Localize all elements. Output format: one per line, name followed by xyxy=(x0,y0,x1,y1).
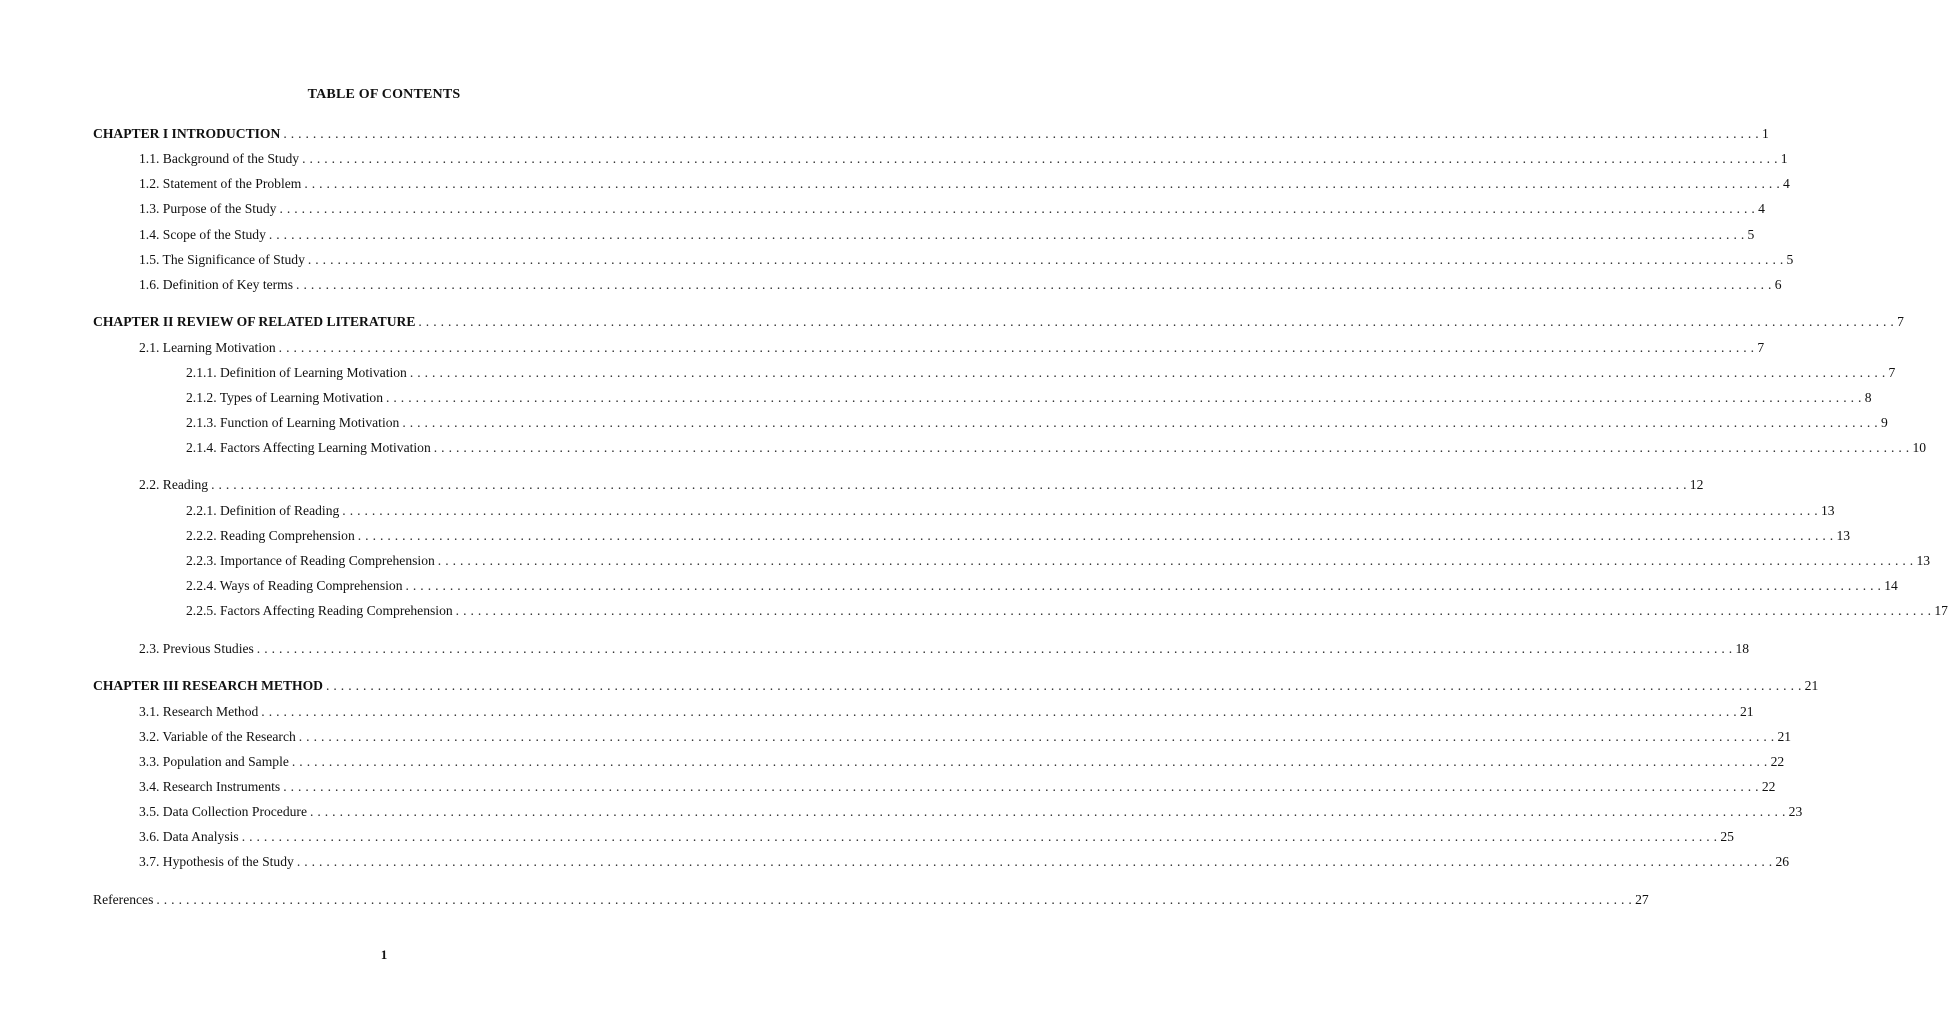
dot-leader: . . . . . . . . . . . . . . . . . . . . . . . . . . . . . . . . . . . . . . . . . . . . . . . . . . . . . . . . . . . . . . . . . . . . . . . . . . . . . . . . . . . . . . . . . . . . . . . . . . . . . . . . . . . . . . . . . . . . . . . . . . . . . . . . . . . . . . . . . . . . . . . . . . . . . . . . . . . . . . . . . . . . . . . . . . . . . . . . . . . . . . . . . . . . . . . . . . . . . . . . xyxy=(309,804,1786,819)
toc-entry-label: 1.3. Purpose of the Study xyxy=(139,201,277,216)
toc-entry xyxy=(186,502,1835,520)
toc-entry xyxy=(186,439,1927,457)
toc-entry-page-number: 21 xyxy=(1804,678,1819,693)
toc-entry xyxy=(139,476,1704,494)
toc-entry-page-number: 26 xyxy=(1775,854,1790,869)
toc-entry-label: 2.1.2. Types of Learning Motivation xyxy=(186,390,384,405)
toc-entry-page-number: 21 xyxy=(1739,704,1754,719)
toc-entry-page-number: 7 xyxy=(1897,314,1904,329)
dot-leader: . . . . . . . . . . . . . . . . . . . . . . . . . . . . . . . . . . . . . . . . . . . . . . . . . . . . . . . . . . . . . . . . . . . . . . . . . . . . . . . . . . . . . . . . . . . . . . . . . . . . . . . . . . . . . . . . . . . . . . . . . . . . . . . . . . . . . . . . . . . . . . . . . . . . . . . . . . . . . . . . . . . . . . . . . . . . . . . . . . . . . . . . . . . . . . . . . . . . . . . . xyxy=(283,779,1759,794)
toc-entry-label: 2.1. Learning Motivation xyxy=(139,340,276,355)
toc-entry-label: 3.4. Research Instruments xyxy=(139,779,281,794)
dot-leader: . . . . . . . . . . . . . . . . . . . . . . . . . . . . . . . . . . . . . . . . . . . . . . . . . . . . . . . . . . . . . . . . . . . . . . . . . . . . . . . . . . . . . . . . . . . . . . . . . . . . . . . . . . . . . . . . . . . . . . . . . . . . . . . . . . . . . . . . . . . . . . . . . . . . . . . . . . . . . . . . . . . . . . . . . . . . . . . . . . . . . . . . . . . . . . . . . . . . . . . . xyxy=(402,415,1878,430)
toc-entry-page-number: 13 xyxy=(1820,503,1835,518)
toc-references-entry xyxy=(93,891,1649,909)
toc-entry xyxy=(139,226,1755,244)
toc-entry-label: 2.1.4. Factors Affecting Learning Motivation xyxy=(186,440,431,455)
toc-entry xyxy=(139,728,1792,746)
toc-entry-label: 1.4. Scope of the Study xyxy=(139,227,266,242)
dot-leader: . . . . . . . . . . . . . . . . . . . . . . . . . . . . . . . . . . . . . . . . . . . . . . . . . . . . . . . . . . . . . . . . . . . . . . . . . . . . . . . . . . . . . . . . . . . . . . . . . . . . . . . . . . . . . . . . . . . . . . . . . . . . . . . . . . . . . . . . . . . . . . . . . . . . . . . . . . . . . . . . . . . . . . . . . . . . . . . . . . . . . . . . . . . . . . . . . . . . . . . . xyxy=(433,440,1910,455)
toc-entry-label: 2.2.1. Definition of Reading xyxy=(186,503,340,518)
toc-entry-label: 2.2.2. Reading Comprehension xyxy=(186,528,355,543)
dot-leader: . . . . . . . . . . . . . . . . . . . . . . . . . . . . . . . . . . . . . . . . . . . . . . . . . . . . . . . . . . . . . . . . . . . . . . . . . . . . . . . . . . . . . . . . . . . . . . . . . . . . . . . . . . . . . . . . . . . . . . . . . . . . . . . . . . . . . . . . . . . . . . . . . . . . . . . . . . . . . . . . . . . . . . . . . . . . . . . . . . . . . . . . . . . . . . . . . . . . . . . . xyxy=(241,829,1718,844)
toc-entry-label: 3.2. Variable of the Research xyxy=(139,729,296,744)
toc-entry-label: References xyxy=(93,892,154,907)
toc-entry-label: 3.7. Hypothesis of the Study xyxy=(139,854,294,869)
toc-entry-label: CHAPTER II REVIEW OF RELATED LITERATURE xyxy=(93,314,416,329)
toc-entry-page-number: 10 xyxy=(1912,440,1927,455)
toc-entry-page-number: 27 xyxy=(1635,892,1649,907)
dot-leader: . . . . . . . . . . . . . . . . . . . . . . . . . . . . . . . . . . . . . . . . . . . . . . . . . . . . . . . . . . . . . . . . . . . . . . . . . . . . . . . . . . . . . . . . . . . . . . . . . . . . . . . . . . . . . . . . . . . . . . . . . . . . . . . . . . . . . . . . . . . . . . . . . . . . . . . . . . . . . . . . . . . . . . . . . . . . . . . . . . . . . . . . . . . . . . . . . . . . . . . . xyxy=(156,892,1633,907)
toc-title: TABLE OF CONTENTS xyxy=(307,87,461,102)
toc-entry-label: 1.6. Definition of Key terms xyxy=(139,277,294,292)
toc-entry-page-number: 5 xyxy=(1786,252,1794,267)
toc-entry-page-number: 21 xyxy=(1777,729,1792,744)
toc-entry-page-number: 6 xyxy=(1774,277,1782,292)
dot-leader: . . . . . . . . . . . . . . . . . . . . . . . . . . . . . . . . . . . . . . . . . . . . . . . . . . . . . . . . . . . . . . . . . . . . . . . . . . . . . . . . . . . . . . . . . . . . . . . . . . . . . . . . . . . . . . . . . . . . . . . . . . . . . . . . . . . . . . . . . . . . . . . . . . . . . . . . . . . . . . . . . . . . . . . . . . . . . . . . . . . . . . . . . . . . . . . . . . . . . . . . xyxy=(386,390,1862,405)
toc-entry xyxy=(186,364,1896,382)
toc-entry-page-number: 4 xyxy=(1783,176,1790,191)
toc-entry-label: CHAPTER III RESEARCH METHOD xyxy=(93,678,323,693)
toc-entry-label: 2.2.3. Importance of Reading Comprehension xyxy=(186,553,435,568)
dot-leader: . . . . . . . . . . . . . . . . . . . . . . . . . . . . . . . . . . . . . . . . . . . . . . . . . . . . . . . . . . . . . . . . . . . . . . . . . . . . . . . . . . . . . . . . . . . . . . . . . . . . . . . . . . . . . . . . . . . . . . . . . . . . . . . . . . . . . . . . . . . . . . . . . . . . . . . . . . . . . . . . . . . . . . . . . . . . . . . . . . . . . . . . . . . . . . . . . . . . . . . . xyxy=(455,603,1932,618)
dot-leader: . . . . . . . . . . . . . . . . . . . . . . . . . . . . . . . . . . . . . . . . . . . . . . . . . . . . . . . . . . . . . . . . . . . . . . . . . . . . . . . . . . . . . . . . . . . . . . . . . . . . . . . . . . . . . . . . . . . . . . . . . . . . . . . . . . . . . . . . . . . . . . . . . . . . . . . . . . . . . . . . . . . . . . . . . . . . . . . . . . . . . . . . . . . . . . . . . . . . . . . . xyxy=(307,252,1784,267)
toc-entry xyxy=(139,175,1790,193)
toc-entry-page-number: 5 xyxy=(1747,227,1755,242)
dot-leader: . . . . . . . . . . . . . . . . . . . . . . . . . . . . . . . . . . . . . . . . . . . . . . . . . . . . . . . . . . . . . . . . . . . . . . . . . . . . . . . . . . . . . . . . . . . . . . . . . . . . . . . . . . . . . . . . . . . . . . . . . . . . . . . . . . . . . . . . . . . . . . . . . . . . . . . . . . . . . . . . . . . . . . . . . . . . . . . . . . . . . . . . . . . . . . . . . . . . . . . . xyxy=(342,503,1818,518)
dot-leader: . . . . . . . . . . . . . . . . . . . . . . . . . . . . . . . . . . . . . . . . . . . . . . . . . . . . . . . . . . . . . . . . . . . . . . . . . . . . . . . . . . . . . . . . . . . . . . . . . . . . . . . . . . . . . . . . . . . . . . . . . . . . . . . . . . . . . . . . . . . . . . . . . . . . . . . . . . . . . . . . . . . . . . . . . . . . . . . . . . . . . . . . . . . . . . . . . . . . . . . . xyxy=(298,729,1775,744)
toc-entry-label: 3.1. Research Method xyxy=(139,704,259,719)
toc-entry-label: 1.1. Background of the Study xyxy=(139,151,300,166)
toc-entry-label: 2.1.1. Definition of Learning Motivation xyxy=(186,365,407,380)
toc-entry xyxy=(139,778,1776,796)
toc-entry xyxy=(139,339,1765,357)
toc-entry-label: 2.2. Reading xyxy=(139,477,209,492)
toc-entry-page-number: 9 xyxy=(1881,415,1888,430)
toc-chapter-entry xyxy=(93,677,1819,695)
dot-leader: . . . . . . . . . . . . . . . . . . . . . . . . . . . . . . . . . . . . . . . . . . . . . . . . . . . . . . . . . . . . . . . . . . . . . . . . . . . . . . . . . . . . . . . . . . . . . . . . . . . . . . . . . . . . . . . . . . . . . . . . . . . . . . . . . . . . . . . . . . . . . . . . . . . . . . . . . . . . . . . . . . . . . . . . . . . . . . . . . . . . . . . . . . . . . . . . . . . . . . . . xyxy=(261,704,1737,719)
toc-entry xyxy=(139,828,1734,846)
toc-entry xyxy=(139,251,1794,269)
toc-entry xyxy=(139,150,1788,168)
toc-entry-page-number: 8 xyxy=(1864,390,1872,405)
toc-entry xyxy=(139,703,1754,721)
toc-entry-page-number: 25 xyxy=(1720,829,1734,844)
toc-entry-label: 1.5. The Significance of Study xyxy=(139,252,305,267)
toc-entry xyxy=(186,602,1948,620)
toc-entry-label: 2.3. Previous Studies xyxy=(139,641,254,656)
dot-leader: . . . . . . . . . . . . . . . . . . . . . . . . . . . . . . . . . . . . . . . . . . . . . . . . . . . . . . . . . . . . . . . . . . . . . . . . . . . . . . . . . . . . . . . . . . . . . . . . . . . . . . . . . . . . . . . . . . . . . . . . . . . . . . . . . . . . . . . . . . . . . . . . . . . . . . . . . . . . . . . . . . . . . . . . . . . . . . . . . . . . . . . . . . . . . . . . . . . . . . . . xyxy=(278,340,1755,355)
toc-entry-label: 1.2. Statement of the Problem xyxy=(139,176,302,191)
dot-leader: . . . . . . . . . . . . . . . . . . . . . . . . . . . . . . . . . . . . . . . . . . . . . . . . . . . . . . . . . . . . . . . . . . . . . . . . . . . . . . . . . . . . . . . . . . . . . . . . . . . . . . . . . . . . . . . . . . . . . . . . . . . . . . . . . . . . . . . . . . . . . . . . . . . . . . . . . . . . . . . . . . . . . . . . . . . . . . . . . . . . . . . . . . . . . . . . . . . . . . . . xyxy=(256,641,1733,656)
toc-entry-page-number: 22 xyxy=(1761,779,1776,794)
toc-entry-label: CHAPTER I INTRODUCTION xyxy=(93,126,281,141)
toc-entry-label: 3.3. Population and Sample xyxy=(139,754,289,769)
dot-leader: . . . . . . . . . . . . . . . . . . . . . . . . . . . . . . . . . . . . . . . . . . . . . . . . . . . . . . . . . . . . . . . . . . . . . . . . . . . . . . . . . . . . . . . . . . . . . . . . . . . . . . . . . . . . . . . . . . . . . . . . . . . . . . . . . . . . . . . . . . . . . . . . . . . . . . . . . . . . . . . . . . . . . . . . . . . . . . . . . . . . . . . . . . . . . . . . . . . . . . . . xyxy=(304,176,1781,191)
dot-leader: . . . . . . . . . . . . . . . . . . . . . . . . . . . . . . . . . . . . . . . . . . . . . . . . . . . . . . . . . . . . . . . . . . . . . . . . . . . . . . . . . . . . . . . . . . . . . . . . . . . . . . . . . . . . . . . . . . . . . . . . . . . . . . . . . . . . . . . . . . . . . . . . . . . . . . . . . . . . . . . . . . . . . . . . . . . . . . . . . . . . . . . . . . . . . . . . . . . . . . . . xyxy=(357,528,1834,543)
toc-entry-label: 2.2.4. Ways of Reading Comprehension xyxy=(186,578,403,593)
toc-entry-page-number: 4 xyxy=(1758,201,1765,216)
toc-entry xyxy=(186,389,1872,407)
toc-entry-label: 3.5. Data Collection Procedure xyxy=(139,804,307,819)
toc-entry xyxy=(186,552,1931,570)
toc-entry-page-number: 13 xyxy=(1836,528,1851,543)
toc-entry-page-number: 1 xyxy=(1761,126,1769,141)
dot-leader: . . . . . . . . . . . . . . . . . . . . . . . . . . . . . . . . . . . . . . . . . . . . . . . . . . . . . . . . . . . . . . . . . . . . . . . . . . . . . . . . . . . . . . . . . . . . . . . . . . . . . . . . . . . . . . . . . . . . . . . . . . . . . . . . . . . . . . . . . . . . . . . . . . . . . . . . . . . . . . . . . . . . . . . . . . . . . . . . . . . . . . . . . . . . . . . . . . . . . . . . xyxy=(283,126,1759,141)
dot-leader: . . . . . . . . . . . . . . . . . . . . . . . . . . . . . . . . . . . . . . . . . . . . . . . . . . . . . . . . . . . . . . . . . . . . . . . . . . . . . . . . . . . . . . . . . . . . . . . . . . . . . . . . . . . . . . . . . . . . . . . . . . . . . . . . . . . . . . . . . . . . . . . . . . . . . . . . . . . . . . . . . . . . . . . . . . . . . . . . . . . . . . . . . . . . . . . . . . . . . . . . xyxy=(409,365,1886,380)
toc-chapter-entry xyxy=(93,313,1904,331)
toc-entry xyxy=(186,414,1888,432)
toc-entry xyxy=(186,527,1851,545)
toc-entry-page-number: 18 xyxy=(1735,641,1750,656)
dot-leader: . . . . . . . . . . . . . . . . . . . . . . . . . . . . . . . . . . . . . . . . . . . . . . . . . . . . . . . . . . . . . . . . . . . . . . . . . . . . . . . . . . . . . . . . . . . . . . . . . . . . . . . . . . . . . . . . . . . . . . . . . . . . . . . . . . . . . . . . . . . . . . . . . . . . . . . . . . . . . . . . . . . . . . . . . . . . . . . . . . . . . . . . . . . . . . . . . . . . . . . . xyxy=(268,227,1745,242)
dot-leader: . . . . . . . . . . . . . . . . . . . . . . . . . . . . . . . . . . . . . . . . . . . . . . . . . . . . . . . . . . . . . . . . . . . . . . . . . . . . . . . . . . . . . . . . . . . . . . . . . . . . . . . . . . . . . . . . . . . . . . . . . . . . . . . . . . . . . . . . . . . . . . . . . . . . . . . . . . . . . . . . . . . . . . . . . . . . . . . . . . . . . . . . . . . . . . . . . . . . . . . . xyxy=(302,151,1778,166)
dot-leader: . . . . . . . . . . . . . . . . . . . . . . . . . . . . . . . . . . . . . . . . . . . . . . . . . . . . . . . . . . . . . . . . . . . . . . . . . . . . . . . . . . . . . . . . . . . . . . . . . . . . . . . . . . . . . . . . . . . . . . . . . . . . . . . . . . . . . . . . . . . . . . . . . . . . . . . . . . . . . . . . . . . . . . . . . . . . . . . . . . . . . . . . . . . . . . . . . . . . . . . . xyxy=(418,314,1895,329)
dot-leader: . . . . . . . . . . . . . . . . . . . . . . . . . . . . . . . . . . . . . . . . . . . . . . . . . . . . . . . . . . . . . . . . . . . . . . . . . . . . . . . . . . . . . . . . . . . . . . . . . . . . . . . . . . . . . . . . . . . . . . . . . . . . . . . . . . . . . . . . . . . . . . . . . . . . . . . . . . . . . . . . . . . . . . . . . . . . . . . . . . . . . . . . . . . . . . . . . . . . . . . . xyxy=(211,477,1687,492)
toc-entry xyxy=(139,640,1750,658)
toc-entry-page-number: 7 xyxy=(1888,365,1896,380)
dot-leader: . . . . . . . . . . . . . . . . . . . . . . . . . . . . . . . . . . . . . . . . . . . . . . . . . . . . . . . . . . . . . . . . . . . . . . . . . . . . . . . . . . . . . . . . . . . . . . . . . . . . . . . . . . . . . . . . . . . . . . . . . . . . . . . . . . . . . . . . . . . . . . . . . . . . . . . . . . . . . . . . . . . . . . . . . . . . . . . . . . . . . . . . . . . . . . . . . . . . . . . . xyxy=(296,854,1773,869)
toc-entry xyxy=(139,753,1785,771)
toc-entry-page-number: 13 xyxy=(1916,553,1931,568)
toc-entry xyxy=(139,803,1803,821)
toc-entry-page-number: 7 xyxy=(1757,340,1765,355)
toc-entry-label: 2.2.5. Factors Affecting Reading Comprehension xyxy=(186,603,453,618)
toc-entry xyxy=(139,853,1790,871)
page-number: 1 xyxy=(380,947,388,962)
toc-entry-page-number: 17 xyxy=(1934,603,1948,618)
toc-entry-page-number: 12 xyxy=(1689,477,1704,492)
toc-entry-page-number: 1 xyxy=(1780,151,1788,166)
toc-entry xyxy=(186,577,1898,595)
toc-entry xyxy=(139,276,1782,294)
toc-entry-page-number: 22 xyxy=(1770,754,1785,769)
toc-chapter-entry xyxy=(93,125,1769,143)
toc-entry-page-number: 14 xyxy=(1884,578,1898,593)
dot-leader: . . . . . . . . . . . . . . . . . . . . . . . . . . . . . . . . . . . . . . . . . . . . . . . . . . . . . . . . . . . . . . . . . . . . . . . . . . . . . . . . . . . . . . . . . . . . . . . . . . . . . . . . . . . . . . . . . . . . . . . . . . . . . . . . . . . . . . . . . . . . . . . . . . . . . . . . . . . . . . . . . . . . . . . . . . . . . . . . . . . . . . . . . . . . . . . . . . . . . . . . xyxy=(326,678,1802,693)
dot-leader: . . . . . . . . . . . . . . . . . . . . . . . . . . . . . . . . . . . . . . . . . . . . . . . . . . . . . . . . . . . . . . . . . . . . . . . . . . . . . . . . . . . . . . . . . . . . . . . . . . . . . . . . . . . . . . . . . . . . . . . . . . . . . . . . . . . . . . . . . . . . . . . . . . . . . . . . . . . . . . . . . . . . . . . . . . . . . . . . . . . . . . . . . . . . . . . . . . . . . . . . xyxy=(291,754,1768,769)
dot-leader: . . . . . . . . . . . . . . . . . . . . . . . . . . . . . . . . . . . . . . . . . . . . . . . . . . . . . . . . . . . . . . . . . . . . . . . . . . . . . . . . . . . . . . . . . . . . . . . . . . . . . . . . . . . . . . . . . . . . . . . . . . . . . . . . . . . . . . . . . . . . . . . . . . . . . . . . . . . . . . . . . . . . . . . . . . . . . . . . . . . . . . . . . . . . . . . . . . . . . . . . xyxy=(279,201,1756,216)
toc-entry xyxy=(139,200,1765,218)
dot-leader: . . . . . . . . . . . . . . . . . . . . . . . . . . . . . . . . . . . . . . . . . . . . . . . . . . . . . . . . . . . . . . . . . . . . . . . . . . . . . . . . . . . . . . . . . . . . . . . . . . . . . . . . . . . . . . . . . . . . . . . . . . . . . . . . . . . . . . . . . . . . . . . . . . . . . . . . . . . . . . . . . . . . . . . . . . . . . . . . . . . . . . . . . . . . . . . . . . . . . . . . xyxy=(296,277,1772,292)
dot-leader: . . . . . . . . . . . . . . . . . . . . . . . . . . . . . . . . . . . . . . . . . . . . . . . . . . . . . . . . . . . . . . . . . . . . . . . . . . . . . . . . . . . . . . . . . . . . . . . . . . . . . . . . . . . . . . . . . . . . . . . . . . . . . . . . . . . . . . . . . . . . . . . . . . . . . . . . . . . . . . . . . . . . . . . . . . . . . . . . . . . . . . . . . . . . . . . . . . . . . . . . xyxy=(405,578,1882,593)
dot-leader: . . . . . . . . . . . . . . . . . . . . . . . . . . . . . . . . . . . . . . . . . . . . . . . . . . . . . . . . . . . . . . . . . . . . . . . . . . . . . . . . . . . . . . . . . . . . . . . . . . . . . . . . . . . . . . . . . . . . . . . . . . . . . . . . . . . . . . . . . . . . . . . . . . . . . . . . . . . . . . . . . . . . . . . . . . . . . . . . . . . . . . . . . . . . . . . . . . . . . . . . xyxy=(437,553,1914,568)
toc-entry-page-number: 23 xyxy=(1788,804,1803,819)
toc-entry-label: 3.6. Data Analysis xyxy=(139,829,239,844)
toc-entry-label: 2.1.3. Function of Learning Motivation xyxy=(186,415,400,430)
